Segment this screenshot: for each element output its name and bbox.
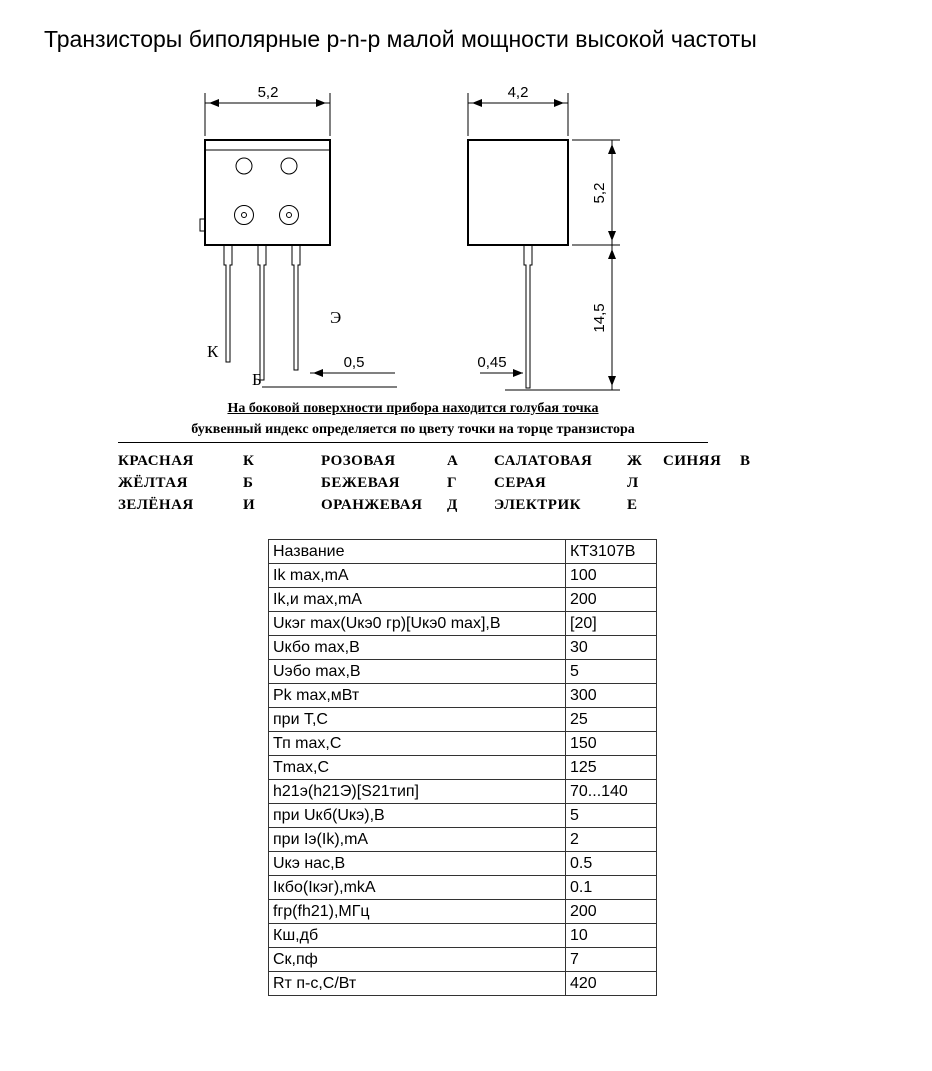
side-pin-width-dimension	[477, 354, 523, 373]
front-pin-dim-label: 0,5	[343, 354, 365, 371]
table-row	[269, 732, 657, 756]
color-index	[740, 494, 780, 516]
color-index: И	[243, 497, 256, 513]
table-row	[269, 900, 657, 924]
spec-value: 25	[566, 708, 657, 732]
side-height-dim-label: 5,2	[591, 182, 608, 204]
color-name: ЗЕЛЁНАЯ	[118, 497, 194, 513]
color-name	[663, 494, 740, 516]
spec-param: Uкэг max(Uкэ0 гр)[Uкэ0 max],B	[269, 612, 566, 636]
spec-value: 5	[566, 660, 657, 684]
color-name: СИНЯЯ	[663, 453, 722, 469]
front-view-drawing	[200, 84, 397, 389]
spec-param: Pk max,мВт	[269, 684, 566, 708]
spec-param: Rт п-с,C/Вт	[269, 972, 566, 996]
spec-value: 150	[566, 732, 657, 756]
table-row	[269, 564, 657, 588]
spec-value: [20]	[566, 612, 657, 636]
color-code-table	[118, 450, 780, 516]
table-row	[269, 924, 657, 948]
front-body-outline	[205, 140, 330, 245]
table-row	[269, 876, 657, 900]
spec-value: 10	[566, 924, 657, 948]
spec-value: 125	[566, 756, 657, 780]
spec-param: при T,C	[269, 708, 566, 732]
spec-param: при Iэ(Ik),mA	[269, 828, 566, 852]
side-pin	[524, 245, 532, 388]
spec-param: Uкбо max,B	[269, 636, 566, 660]
color-name: РОЗОВАЯ	[321, 453, 396, 469]
table-row	[269, 660, 657, 684]
spec-value: 200	[566, 588, 657, 612]
spec-value: 200	[566, 900, 657, 924]
spec-value: 2	[566, 828, 657, 852]
spec-param: Uкэ нас,B	[269, 852, 566, 876]
color-name: ЖЁЛТАЯ	[118, 475, 188, 491]
color-index: Ж	[627, 453, 643, 469]
spec-param: Название	[269, 540, 566, 564]
note-line-2	[118, 419, 708, 440]
spec-param: Кш,дб	[269, 924, 566, 948]
side-pin-length-dimension	[505, 245, 620, 390]
pin-label-b: Б	[252, 370, 262, 389]
side-width-dimension	[468, 84, 568, 136]
color-name: БЕЖЕВАЯ	[321, 475, 400, 491]
table-row	[269, 684, 657, 708]
pin-label-e: Э	[330, 308, 342, 327]
note-line-1	[118, 398, 708, 419]
table-row	[269, 948, 657, 972]
spec-param: при Uкб(Uкэ),B	[269, 804, 566, 828]
color-name: ЭЛЕКТРИК	[494, 497, 581, 513]
table-row	[269, 636, 657, 660]
spec-param: Iкбо(Iкэг),mkA	[269, 876, 566, 900]
spec-value: 0.5	[566, 852, 657, 876]
spec-param: h21э(h21Э)[S21тип]	[269, 780, 566, 804]
spec-param: Tmax,C	[269, 756, 566, 780]
front-width-dim-label: 5,2	[257, 84, 279, 101]
front-pin-dimension	[262, 354, 397, 387]
side-view-drawing	[468, 84, 620, 390]
spec-value: 0.1	[566, 876, 657, 900]
spec-param: Ik max,mA	[269, 564, 566, 588]
color-index: А	[447, 453, 459, 469]
color-name: ОРАНЖЕВАЯ	[321, 497, 423, 513]
pin-collector	[224, 245, 232, 362]
color-name: КРАСНАЯ	[118, 453, 194, 469]
note-line-1-text: На боковой поверхности прибора находится голубая точка	[227, 401, 599, 416]
spec-value: 70...140	[566, 780, 657, 804]
color-index: Е	[627, 497, 638, 513]
pin-base	[258, 245, 266, 380]
spec-value: 420	[566, 972, 657, 996]
front-pins	[224, 245, 300, 380]
table-row	[269, 804, 657, 828]
side-pin-width-dim-label: 0,45	[477, 354, 507, 371]
pin-emitter	[292, 245, 300, 370]
table-row	[269, 828, 657, 852]
side-width-dim-label: 4,2	[507, 84, 529, 101]
spec-value: 100	[566, 564, 657, 588]
note-line-2-text: буквенный индекс определяется по цвету точки на торце транзистора	[191, 422, 635, 437]
spec-param: Ск,пф	[269, 948, 566, 972]
color-name: САЛАТОВАЯ	[494, 453, 593, 469]
spec-value: 7	[566, 948, 657, 972]
spec-value: 30	[566, 636, 657, 660]
package-drawings	[0, 75, 932, 400]
color-index: Г	[447, 475, 458, 491]
front-width-dimension	[205, 84, 330, 136]
spec-param: Тп max,C	[269, 732, 566, 756]
side-body-outline	[468, 140, 568, 245]
color-index: К	[243, 453, 255, 469]
spec-table	[268, 539, 657, 996]
pin-label-k: К	[207, 342, 219, 361]
table-row	[269, 780, 657, 804]
spec-param: fгр(fh21),МГц	[269, 900, 566, 924]
table-row	[269, 972, 657, 996]
page-title: Транзисторы биполярные p-n-p малой мощности высокой частоты	[44, 26, 757, 52]
table-row	[269, 588, 657, 612]
table-row	[269, 852, 657, 876]
spec-value: 300	[566, 684, 657, 708]
spec-value: 5	[566, 804, 657, 828]
notes-block	[118, 398, 708, 443]
color-name: СЕРАЯ	[494, 475, 547, 491]
spec-param: Ik,и max,mA	[269, 588, 566, 612]
color-index: Б	[243, 475, 254, 491]
color-name	[663, 472, 740, 494]
color-index: Д	[447, 497, 458, 513]
spec-value: КТ3107В	[566, 540, 657, 564]
spec-param: Uэбо max,B	[269, 660, 566, 684]
color-index	[740, 472, 780, 494]
color-index: В	[740, 453, 751, 469]
side-pin-length-dim-label: 14,5	[591, 303, 608, 333]
table-row	[269, 756, 657, 780]
color-index: Л	[627, 475, 639, 491]
table-row	[269, 612, 657, 636]
side-height-dimension	[572, 140, 620, 245]
table-row	[269, 708, 657, 732]
table-row	[269, 540, 657, 564]
